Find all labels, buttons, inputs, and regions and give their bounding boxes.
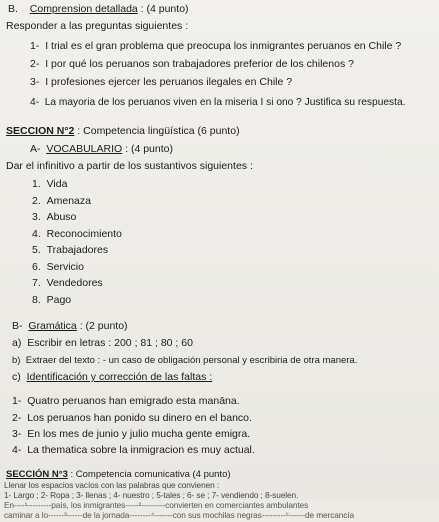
error-sentence [12,395,240,408]
noun-word: Servicio [46,261,84,273]
section-b-letter: B. [8,3,18,15]
error-number: 4- [12,444,22,456]
question-number: 2- [30,58,40,70]
grammar-letter: b) [12,355,21,366]
grammar-item-c [12,371,212,384]
question-text: I por qué los peruanos son trabajadores preferior de los chilenos ? [45,58,354,70]
vocabulario-instruction: Dar el infinitivo a partir de los sustantivos siguientes : [6,160,253,172]
noun-item [32,294,71,307]
noun-word: Vida [46,178,68,190]
noun-number: 8. [32,294,41,306]
grammar-item-a [12,337,193,350]
noun-word: Pago [46,294,72,306]
noun-item [32,228,122,241]
error-text: Quatro peruanos han emigrado esta manāna. [27,395,240,407]
error-text: La thematica sobre la inmigracion es muy actual. [27,444,255,456]
noun-item [32,195,91,208]
noun-word: Vendedores [46,277,103,289]
error-text: En los mes de junio y julio mucha gente emigra. [27,428,251,440]
section-b-title: Comprension detallada [29,3,138,15]
error-sentence [12,428,250,441]
section-b-points: : (4 punto) [137,3,189,15]
noun-number: 2. [32,195,41,207]
noun-item [32,277,103,290]
error-text: Los peruanos han ponido su dinero en el banco. [27,412,252,424]
gramatica-letter: B- [12,320,23,332]
vocabulario-points: : (4 punto) [122,143,173,155]
error-number: 2- [12,412,22,424]
question-3 [30,76,292,89]
section-3-title: SECCIÓN N°3 [6,469,68,480]
fill-blank-line-1: En----¹---------país, los inmigrantes-----²---------convierten en comerciantes ambulantes [4,500,309,510]
gramatica-points: : (2 punto) [76,320,128,332]
grammar-text: Identificación y corrección de las faltas : [26,371,213,383]
question-1 [30,40,401,53]
gramatica-title: Gramática [28,320,77,332]
grammar-text: Escribir en letras : 200 ; 81 ; 80 ; 60 [27,337,193,349]
question-text: I trial es el gran problema que preocupa los inmigrantes peruanos en Chile ? [45,40,402,52]
section-2-points: : Competencia lingüística (6 punto) [74,125,240,137]
noun-item [32,178,67,191]
noun-word: Abuso [46,211,77,223]
noun-item [32,244,108,257]
grammar-text: Extraer del texto : - un caso de obligación personal y escribiria de otra manera. [25,355,358,366]
word-bank: 1- Largo ; 2- Ropa ; 3- llenas ; 4- nuestro ; 5-tales ; 6- se ; 7- vendiendo ; 8-suelen. [4,490,299,500]
noun-word: Reconocimiento [46,228,122,240]
noun-number: 5. [32,244,41,256]
error-sentence [12,444,255,457]
error-sentence [12,412,252,425]
grammar-item-b [12,354,357,367]
noun-number: 4. [32,228,41,240]
section-b-heading [8,3,189,16]
noun-word: Trabajadores [46,244,109,256]
question-2 [30,58,354,71]
section-2-heading [6,125,240,138]
question-text: I profesiones ejercer les peruanos ilegales en Chile ? [45,76,293,88]
error-number: 3- [12,428,22,440]
section-2-title: SECCION N°2 [6,125,75,137]
vocabulario-letter: A- [30,143,41,155]
grammar-letter: c) [12,371,21,383]
noun-word: Amenaza [46,195,91,207]
vocabulario-heading [30,143,173,156]
question-number: 1- [30,40,40,52]
error-number: 1- [12,395,22,407]
noun-number: 3. [32,211,41,223]
noun-item [32,261,84,274]
section-b-instruction: Responder a las preguntas siguientes : [6,20,189,32]
fill-blank-line-2: caminar a lo------³------de la jornada--------⁴-------con sus mochilas negras---------⁵------de mercancía [4,510,355,520]
question-4 [30,96,405,109]
question-number: 3- [30,76,40,88]
noun-number: 6. [32,261,41,273]
section-3-points: : Competencia comunicativa (4 punto) [67,469,231,480]
question-text: La mayoria de los peruanos viven en la miseria I si ono ? Justifica su respuesta. [44,97,406,108]
noun-number: 7. [32,277,41,289]
gramatica-heading [12,320,128,333]
question-number: 4- [30,97,40,108]
grammar-letter: a) [12,337,22,349]
section-3-instruction: Llenar los espacios vacíos con las palabras que convienen : [4,480,220,490]
vocabulario-title: VOCABULARIO [46,143,123,155]
noun-item [32,211,76,224]
noun-number: 1. [32,178,41,190]
